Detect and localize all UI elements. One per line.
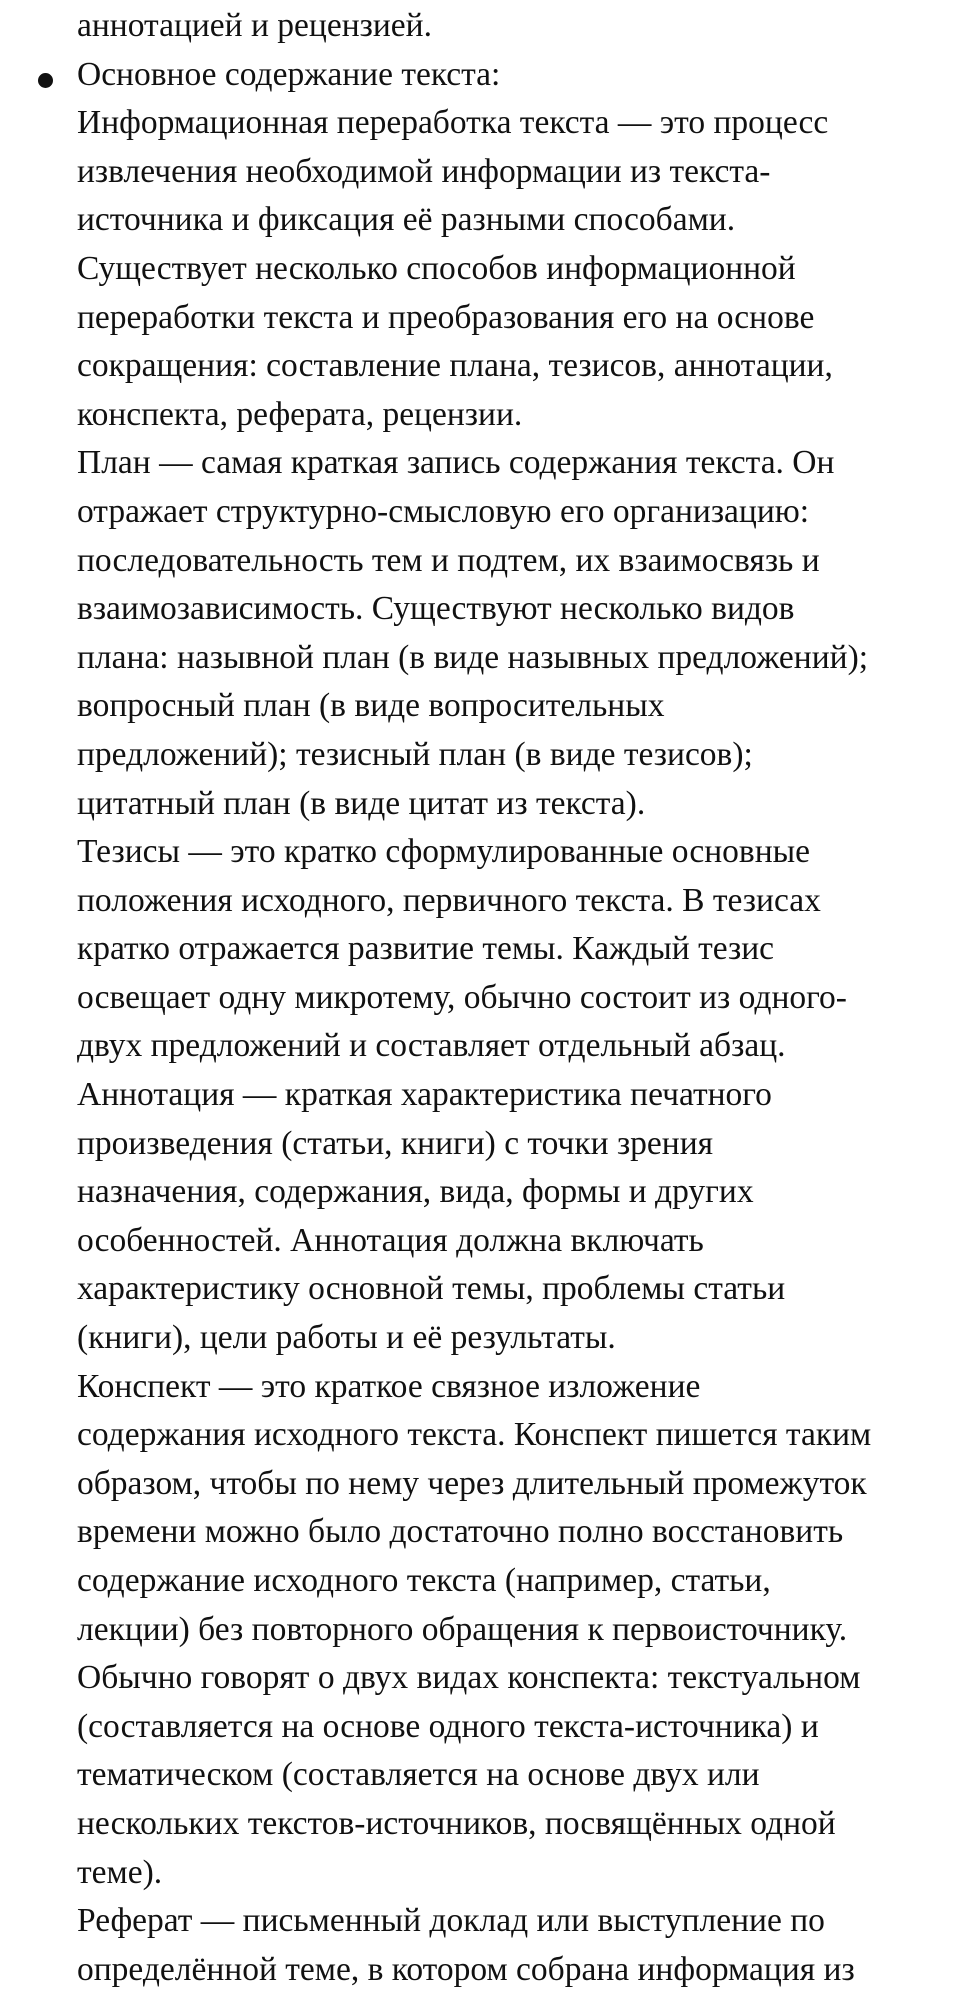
- text-line: Реферат — письменный доклад или выступление по: [77, 1902, 825, 1940]
- text-line: особенностей. Аннотация должна включать: [77, 1221, 704, 1259]
- text-line: характеристику основной темы, проблемы статьи: [77, 1270, 786, 1308]
- text-line: тематическом (составляется на основе двух или: [77, 1756, 760, 1794]
- text-line: Тезисы — это кратко сформулированные основные: [77, 833, 811, 871]
- text-line: Конспект — это краткое связное изложение: [77, 1367, 701, 1405]
- text-line: Аннотация — краткая характеристика печатного: [77, 1076, 772, 1114]
- text-line: двух предложений и составляет отдельный абзац.: [77, 1027, 786, 1065]
- text-line: плана: назывной план (в виде назывных предложений);: [77, 638, 869, 676]
- text-line: произведения (статьи, книги) с точки зрения: [77, 1124, 714, 1162]
- text-body: [77, 2, 871, 1994]
- text-line: освещает одну микротему, обычно состоит из одного-: [77, 978, 847, 1016]
- text-line: взаимозависимость. Существуют несколько видов: [77, 590, 795, 628]
- text-line: аннотацией и рецензией.: [77, 7, 432, 44]
- text-line: определённой теме, в котором собрана информация из: [77, 1950, 855, 1988]
- text-line: кратко отражается развитие темы. Каждый тезис: [77, 930, 775, 968]
- text-line: последовательность тем и подтем, их взаимосвязь и: [77, 541, 820, 579]
- text-line: переработки текста и преобразования его на основе: [77, 298, 815, 336]
- text-line: вопросный план (в виде вопросительных: [77, 687, 665, 725]
- section-heading-line: Основное содержание текста:: [77, 55, 501, 93]
- text-line: времени можно было достаточно полно восстановить: [77, 1513, 844, 1551]
- text-line: Информационная переработка текста — это процесс: [77, 104, 829, 142]
- text-line: План — самая краткая запись содержания текста. Он: [77, 444, 835, 482]
- text-line: Обычно говорят о двух видах конспекта: текстуальном: [77, 1659, 861, 1697]
- text-line: извлечения необходимой информации из текста-: [77, 152, 771, 190]
- text-line: (книги), цели работы и её результаты.: [77, 1319, 616, 1357]
- text-line: теме).: [77, 1853, 163, 1891]
- text-line: положения исходного, первичного текста. В тезисах: [77, 881, 821, 919]
- text-line: предложений); тезисный план (в виде тезисов);: [77, 735, 753, 773]
- text-line: назначения, содержания, вида, формы и других: [77, 1173, 754, 1211]
- text-line: (составляется на основе одного текста-источника) и: [77, 1707, 819, 1745]
- text-line: содержания исходного текста. Конспект пишется таким: [77, 1416, 872, 1454]
- text-line: цитатный план (в виде цитат из текста).: [77, 784, 646, 822]
- text-line: сокращения: составление плана, тезисов, аннотации,: [77, 347, 833, 385]
- text-line: содержание исходного текста (например, статьи,: [77, 1562, 771, 1599]
- text-line: лекции) без повторного обращения к первоисточнику.: [77, 1610, 848, 1648]
- bullet-point-icon: [38, 73, 53, 88]
- text-line: источника и фиксация её разными способами.: [77, 201, 736, 239]
- text-line: отражает структурно-смысловую его организацию:: [77, 492, 810, 530]
- text-line: образом, чтобы по нему через длительный промежуток: [77, 1464, 867, 1502]
- text-line: конспекта, реферата, рецензии.: [77, 395, 523, 433]
- text-line: нескольких текстов-источников, посвящённых одной: [77, 1804, 836, 1842]
- text-line: Существует несколько способов информационной: [77, 249, 796, 287]
